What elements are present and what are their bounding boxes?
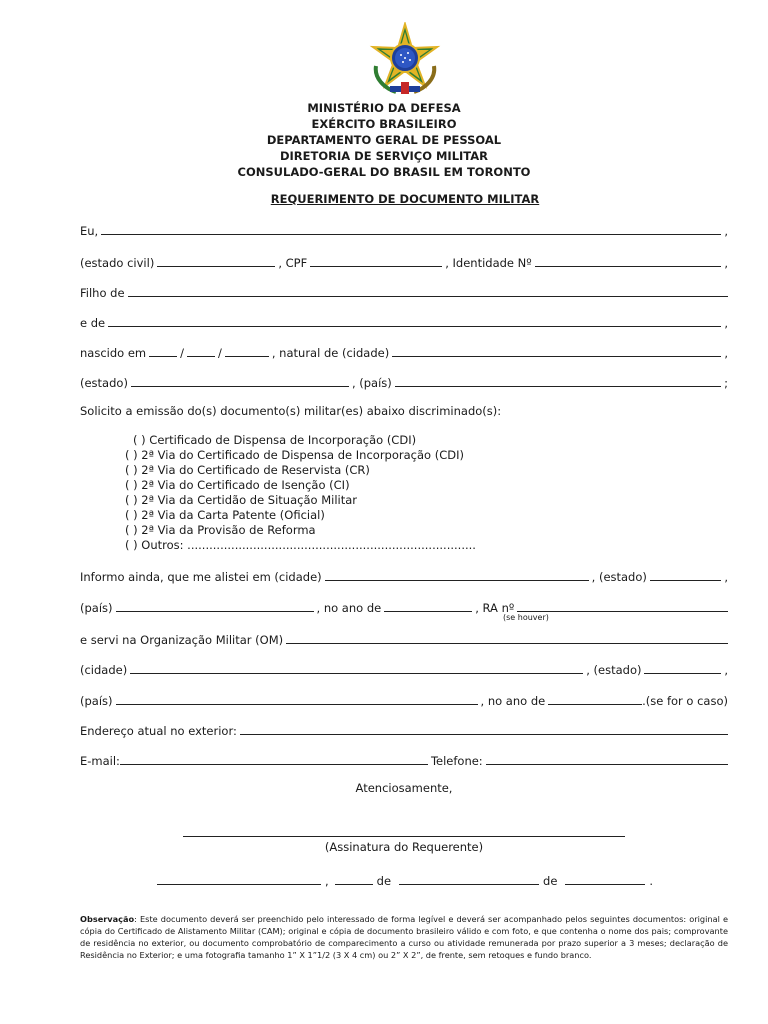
label-estado-inline-2: , (estado) <box>586 663 642 677</box>
enlist-city-line: Informo ainda, que me alistei em (cidade) , (estado) , <box>80 570 728 584</box>
date-day-field[interactable] <box>335 883 373 885</box>
state-country-line: (estado) , (país) ; <box>80 376 728 390</box>
header-ministry: MINISTÉRIO DA DEFESA <box>307 101 461 115</box>
observation-label: Observação <box>80 914 135 924</box>
signature-field[interactable] <box>183 836 625 837</box>
form-title: REQUERIMENTO DE DOCUMENTO MILITAR <box>270 192 540 206</box>
ra-note: (se houver) <box>503 613 549 622</box>
document-options <box>125 433 476 553</box>
label-om: e servi na Organização Militar (OM) <box>80 633 284 647</box>
om-city-field[interactable] <box>130 672 583 674</box>
om-state-field[interactable] <box>644 672 721 674</box>
enlist-city-field[interactable] <box>325 579 589 581</box>
label-no-ano-de-2: , no ano de <box>480 694 546 708</box>
label-natural-de: , natural de (cidade) <box>271 346 390 360</box>
header-directorate: DIRETORIA DE SERVIÇO MILITAR <box>279 149 489 163</box>
contact-line <box>80 750 728 768</box>
option-2via-ci[interactable]: ( ) 2ª Via do Certificado de Isenção (CI) <box>125 478 350 492</box>
header-block <box>0 100 768 180</box>
observation-text: : Este documento deverá ser preenchido pelo interessado de forma legível e deverá ser acompanhado pelos seguintes documentos: original e cópia do Certificado de Alistamento Militar (CAM); original e cópia de documento brasileiro válido e com foto, e que contenha o nome dos pais; comprovante de residência no exterior, ou documento comprobatório de comparecimento a curso ou atividade remunerada por prazo superior a 3 meses; declaração de Residência no Exterior; e uma fotografia tamanho 1” X 1”1/2 (3 X 4 cm) ou 2” X 2”, de frente, sem retoques e fundo branco. <box>80 914 728 960</box>
om-country-line <box>80 690 728 708</box>
civil-status-field[interactable] <box>157 265 275 267</box>
label-eu: Eu, <box>80 224 99 238</box>
label-pais-2: (país) <box>80 601 113 615</box>
label-estado: (estado) <box>80 376 128 390</box>
label-identidade: , Identidade Nº <box>445 256 532 270</box>
option-2via-provisao[interactable]: ( ) 2ª Via da Provisão de Reforma <box>125 523 316 537</box>
address-line <box>80 720 728 738</box>
date-year-field[interactable] <box>565 883 645 885</box>
name-field[interactable] <box>101 233 721 235</box>
label-cpf: , CPF <box>278 256 308 270</box>
label-telefone: Telefone: <box>430 754 483 768</box>
date-month-field[interactable] <box>399 883 539 885</box>
option-2via-certidao[interactable]: ( ) 2ª Via da Certidão de Situação Militar <box>125 493 357 507</box>
label-pais: , (país) <box>351 376 392 390</box>
enlist-state-field[interactable] <box>650 579 721 581</box>
father-field[interactable] <box>128 295 728 297</box>
option-2via-cr[interactable]: ( ) 2ª Via do Certificado de Reservista (CR) <box>125 463 370 477</box>
label-filho-de: Filho de <box>80 286 125 300</box>
cpf-field[interactable] <box>310 265 442 267</box>
label-estado-inline: , (estado) <box>591 570 647 584</box>
option-2via-cdi[interactable]: ( ) 2ª Via do Certificado de Dispensa de Incorporação (CDI) <box>125 448 464 462</box>
birth-month-field[interactable] <box>187 355 215 357</box>
om-year-field[interactable] <box>548 703 642 705</box>
enlist-country-field[interactable] <box>116 610 314 612</box>
closing-regards: Atenciosamente, <box>355 781 453 795</box>
birth-country-field[interactable] <box>395 385 721 387</box>
label-cidade: (cidade) <box>80 663 128 677</box>
civil-cpf-id-line: (estado civil) , CPF , Identidade Nº , <box>80 256 728 270</box>
label-endereco: Endereço atual no exterior: <box>80 724 237 738</box>
om-city-line: (cidade) , (estado) , <box>80 663 728 677</box>
name-line: Eu, , <box>80 224 728 238</box>
enlist-country-line <box>80 597 728 615</box>
father-line <box>80 282 728 300</box>
date-line: , de de . <box>155 872 653 888</box>
birth-day-field[interactable] <box>149 355 177 357</box>
option-outros[interactable]: ( ) Outros: ............................................................................... <box>125 538 476 552</box>
label-e-de: e de <box>80 316 106 330</box>
label-ra: , RA nº <box>475 601 515 615</box>
observation-note <box>80 913 728 961</box>
label-email: E-mail: <box>80 754 120 768</box>
phone-field[interactable] <box>486 763 728 765</box>
label-informo: Informo ainda, que me alistei em (cidade) <box>80 570 322 584</box>
option-cdi[interactable]: ( ) Certificado de Dispensa de Incorporação (CDI) <box>133 433 417 447</box>
om-field[interactable] <box>286 642 728 644</box>
ra-number-field[interactable] <box>517 610 728 612</box>
email-field[interactable] <box>120 763 428 765</box>
om-line <box>80 629 728 647</box>
enlist-year-field[interactable] <box>384 610 472 612</box>
label-se-for-o-caso: .(se for o caso) <box>642 694 728 708</box>
signature-caption: (Assinatura do Requerente) <box>324 840 484 854</box>
header-department: DEPARTAMENTO GERAL DE PESSOAL <box>266 133 502 147</box>
address-field[interactable] <box>240 733 728 735</box>
birth-state-field[interactable] <box>131 385 349 387</box>
label-estado-civil: (estado civil) <box>80 256 155 270</box>
label-date-de-1: de <box>376 874 392 888</box>
birth-line: nascido em / / , natural de (cidade) , <box>80 346 728 360</box>
mother-field[interactable] <box>108 325 721 327</box>
mother-line: e de , <box>80 316 728 330</box>
header-army: EXÉRCITO BRASILEIRO <box>311 117 457 131</box>
om-country-field[interactable] <box>116 703 478 705</box>
header-consulate: CONSULADO-GERAL DO BRASIL EM TORONTO <box>237 165 531 179</box>
brazil-coat-of-arms-icon <box>368 22 442 96</box>
option-2via-carta-patente[interactable]: ( ) 2ª Via da Carta Patente (Oficial) <box>125 508 325 522</box>
label-date-de-2: de <box>543 874 558 888</box>
label-pais-3: (país) <box>80 694 113 708</box>
birth-year-field[interactable] <box>225 355 269 357</box>
request-intro: Solicito a emissão do(s) documento(s) militar(es) abaixo discriminado(s): <box>80 404 502 418</box>
identity-field[interactable] <box>535 265 722 267</box>
label-no-ano-de: , no ano de <box>316 601 382 615</box>
birth-city-field[interactable] <box>392 355 721 357</box>
place-field[interactable] <box>157 883 321 885</box>
label-nascido-em: nascido em <box>80 346 147 360</box>
